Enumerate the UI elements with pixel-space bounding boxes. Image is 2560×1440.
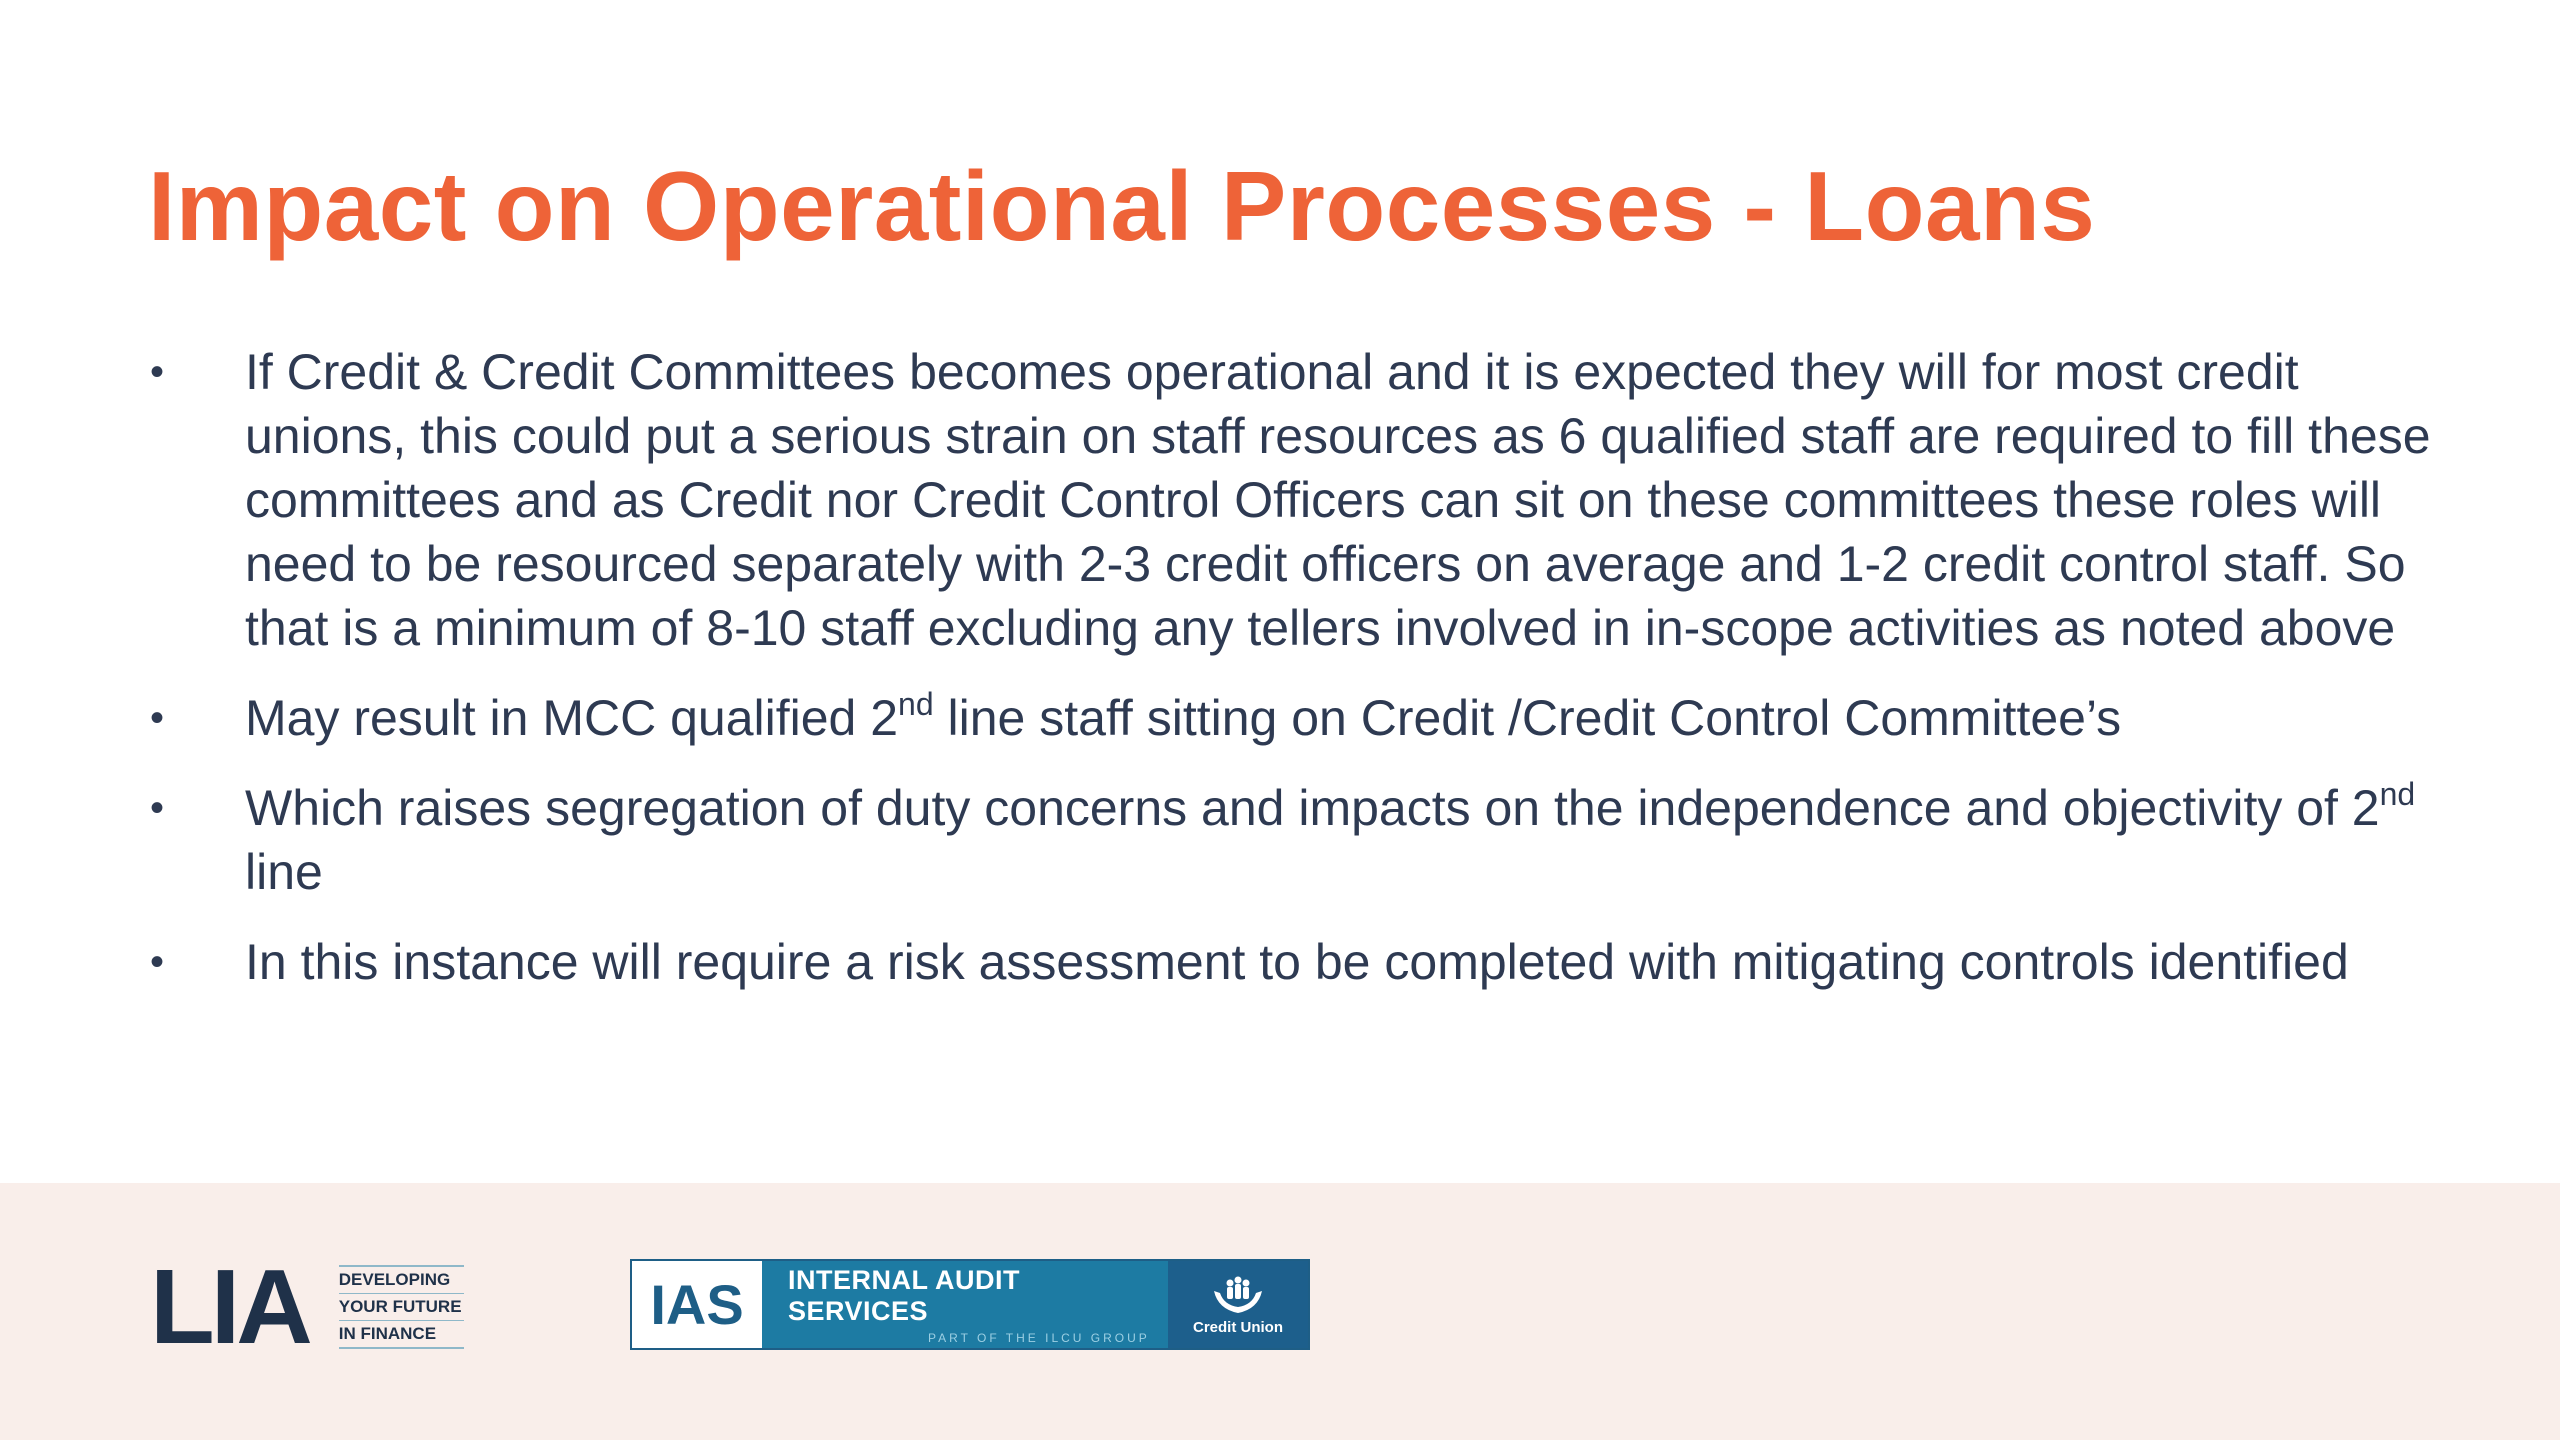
- lia-tagline-line: IN FINANCE: [338, 1324, 437, 1343]
- ias-logo-banner: [762, 1261, 1168, 1348]
- lia-tagline: [339, 1265, 464, 1349]
- lia-tagline-line: YOUR FUTURE: [339, 1294, 464, 1321]
- bullet-dot: •: [150, 696, 165, 740]
- credit-union-hands-icon: [1208, 1273, 1268, 1317]
- bullet-item: [148, 686, 2468, 750]
- bullet-text: If Credit & Credit Committees becomes operational and it is expected they will for most credit unions, this could put a serious strain on staff resources as 6 qualified staff are required to fill these committees and as Credit nor Credit Control Officers can sit on these committees these roles will need to be resourced separately with 2-3 credit officers on average and 1-2 credit control staff. So that is a minimum of 8-10 staff excluding any tellers involved in in-scope activities as noted above: [245, 344, 2431, 656]
- ordinal-suffix: nd: [898, 686, 934, 722]
- bullet-text: line staff sitting on Credit /Credit Control Committee’s: [933, 690, 2122, 746]
- bullet-dot: •: [150, 786, 165, 830]
- credit-union-logo: [1168, 1261, 1308, 1348]
- slide-title: Impact on Operational Processes - Loans: [148, 151, 2096, 261]
- lia-logo-mark: LIA: [150, 1248, 309, 1366]
- bullet-item: [148, 930, 2468, 994]
- ias-logo-mark: IAS: [632, 1261, 762, 1348]
- bullet-item: [148, 340, 2468, 660]
- ias-name: INTERNAL AUDIT SERVICES: [788, 1264, 1020, 1326]
- bullet-dot: •: [150, 940, 165, 984]
- lia-logo: [150, 1248, 464, 1366]
- bullet-list: [148, 340, 2468, 1020]
- ordinal-suffix: nd: [2379, 776, 2416, 812]
- bullet-text: Which raises segregation of duty concerns and impacts on the independence and objectivity of 2: [245, 780, 2380, 836]
- bullet-text: May result in MCC qualified 2: [245, 690, 899, 746]
- ias-subtitle: PART OF THE ILCU GROUP: [928, 1330, 1150, 1345]
- bullet-dot: •: [150, 350, 165, 394]
- ias-logo: [630, 1259, 1310, 1350]
- bullet-item: [148, 776, 2468, 904]
- bullet-text: In this instance will require a risk assessment to be completed with mitigating controls identified: [245, 934, 2349, 990]
- bullet-text: line: [245, 844, 323, 900]
- lia-tagline-line: DEVELOPING: [339, 1267, 464, 1294]
- credit-union-text: Credit Union: [1193, 1319, 1283, 1336]
